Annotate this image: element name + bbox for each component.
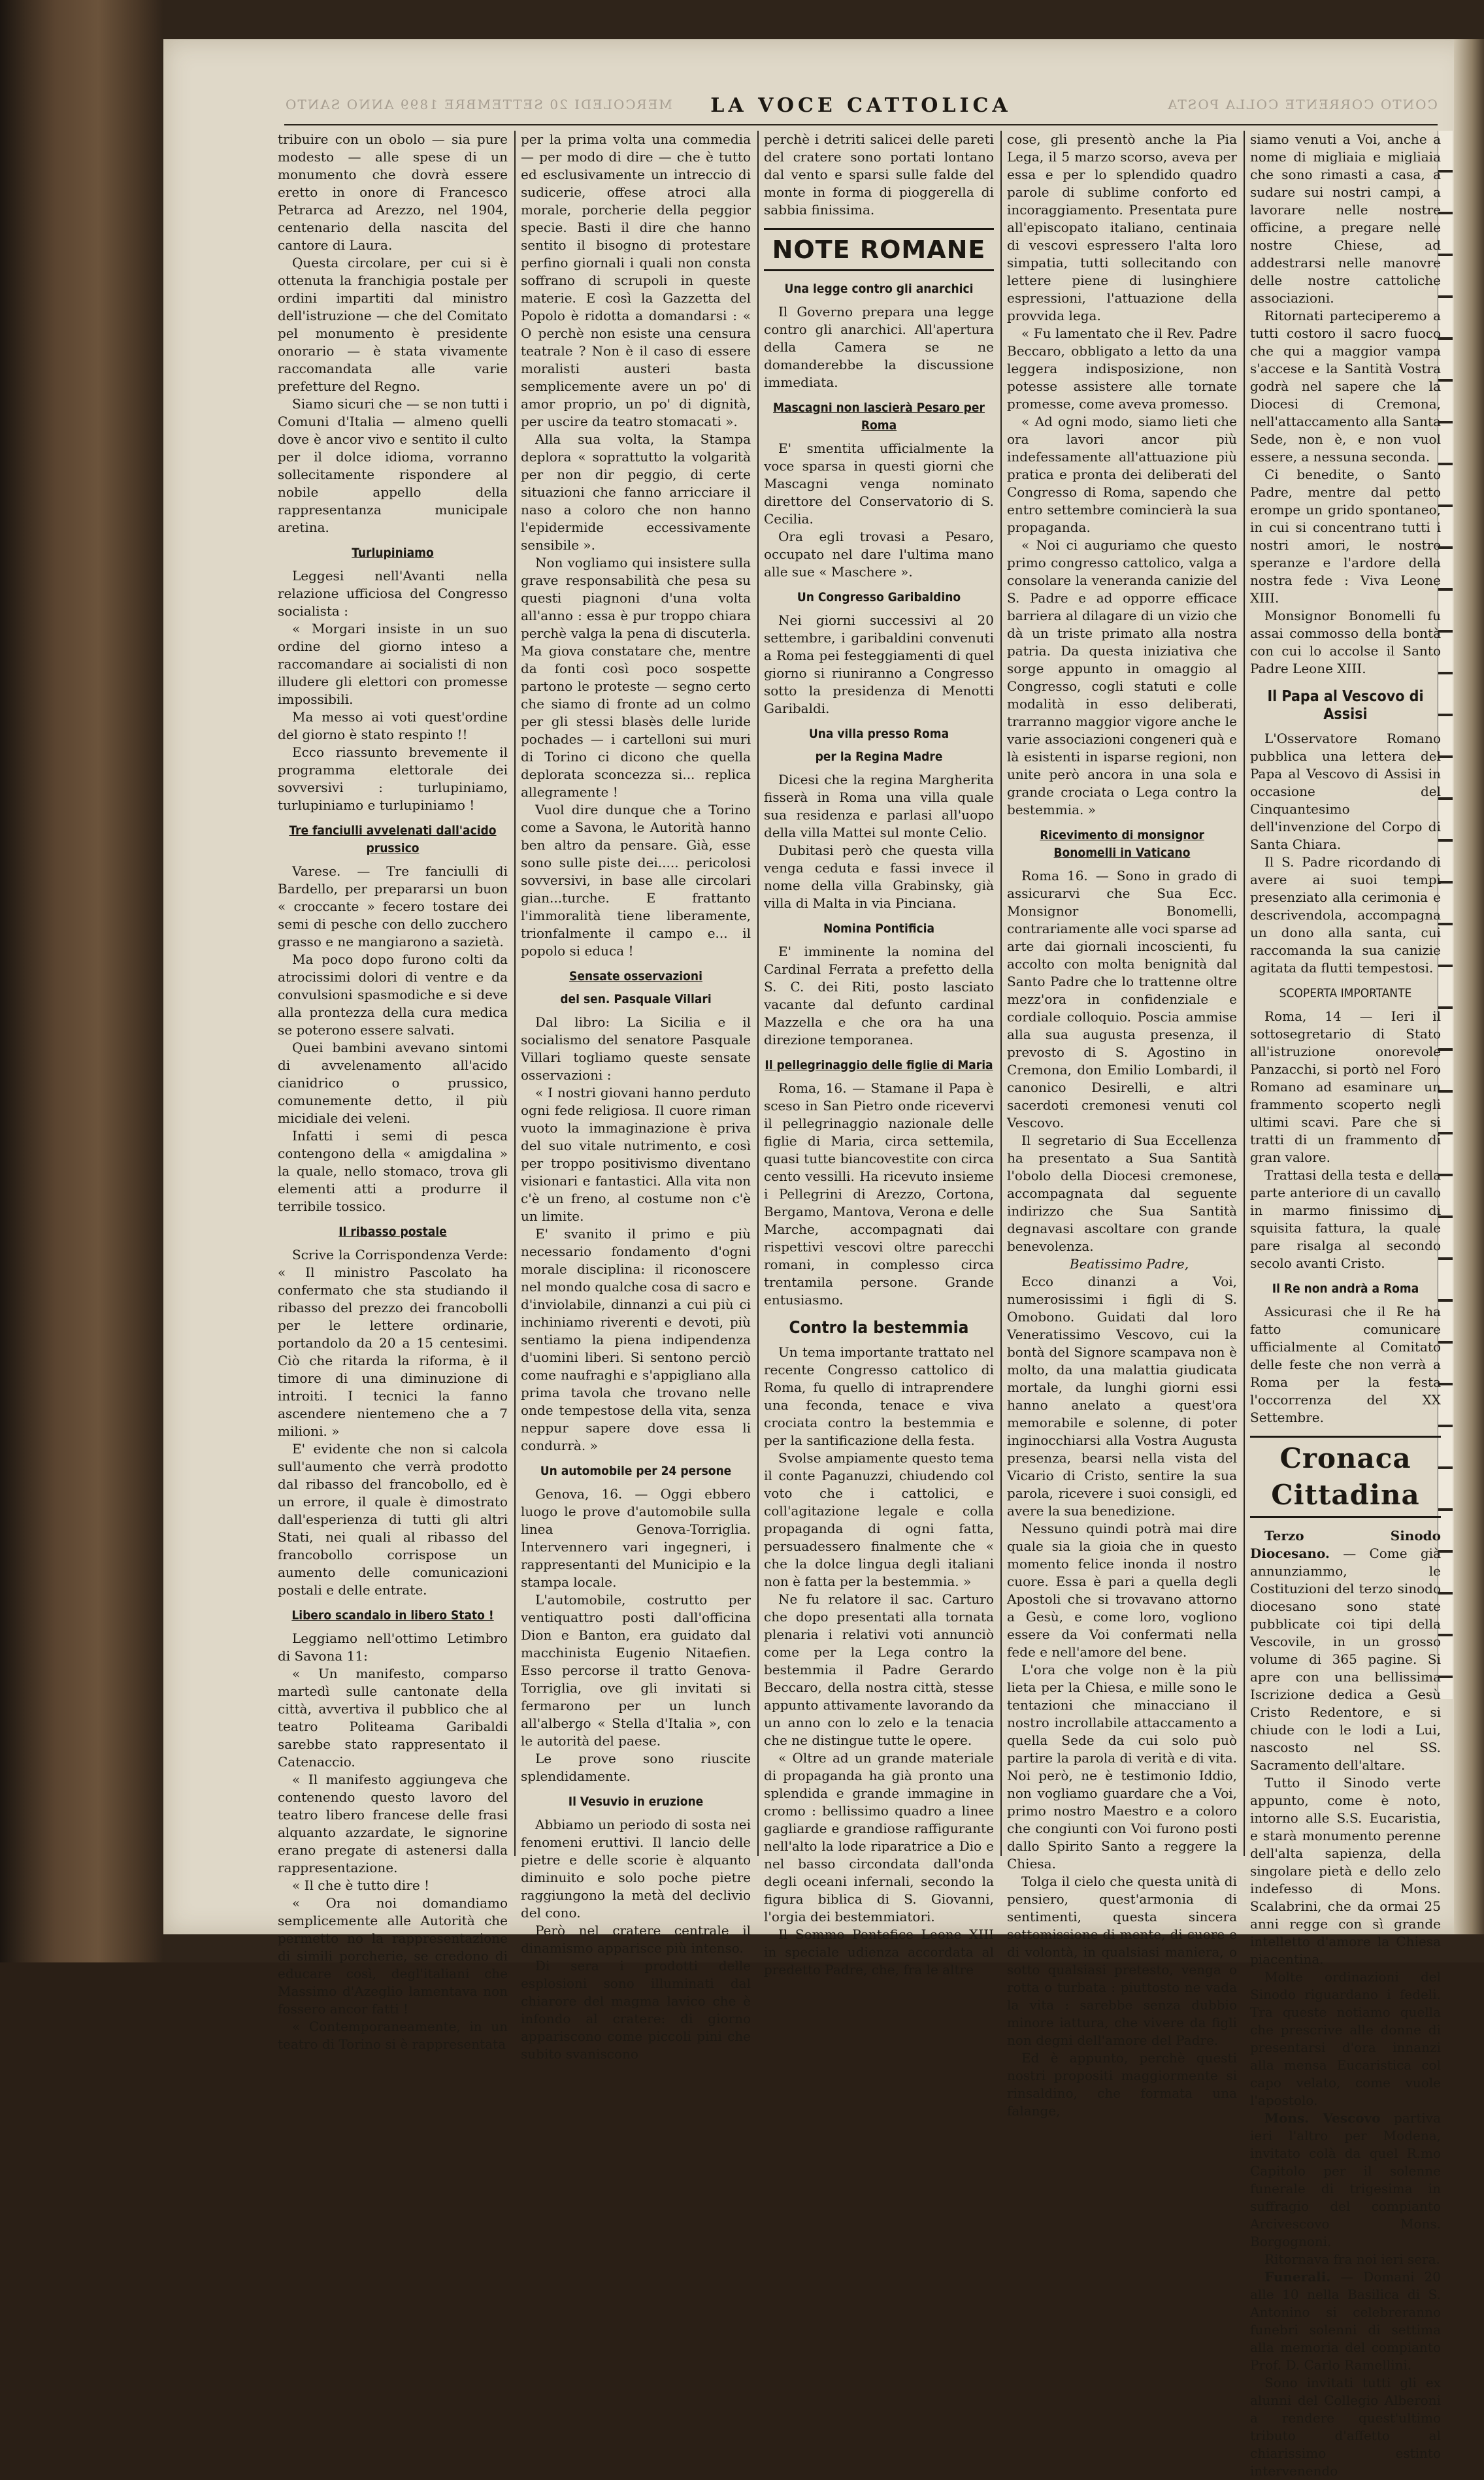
section-banner-note-romane (764, 228, 994, 271)
paragraph: Assicurasi che il Re ha fatto comunicare ufficialmente al Comitato delle feste che non verrà a Roma per la festa l'occorrenza del XX Settembre. (1250, 1304, 1441, 1425)
column-4 (1007, 131, 1237, 2119)
headline-pellegrinaggio: Il pellegrinaggio delle figlie di Maria (765, 1058, 993, 1072)
paragraph: Abbiamo un periodo di sosta nei fenomeni eruttivi. Il lancio delle pietre e delle scorie è alquanto diminuito e solo poche pietre raggiungono la metà del declivio del cono. (521, 1817, 751, 1921)
paragraph: Siamo sicuri che — se non tutti i Comuni d'Italia — almeno quelli dove è ancor vivo e sentito il culto per il dolce idioma, vorranno sollecitamente rispondere al nobile appello della rappresentanza municipale aretina. (278, 396, 508, 535)
headline-re-roma: Il Re non andrà a Roma (1272, 1281, 1419, 1296)
lead-in: Funerali. (1264, 2269, 1331, 2285)
headline-villa: Una villa presso Roma (808, 727, 949, 741)
page-title: LA VOCE CATTOLICA (710, 94, 1012, 117)
paragraph: Roma 16. — Sono in grado di assicurarvi che Sua Ecc. Monsignor Bonomelli, contrariamente alle voci sparse ad arte dai giornali incoscienti, fu accolto con molta benignità dal Santo Padre che lo trattenne oltre mezz'ora in confidenziale e cordiale colloquio. Poscia ammise alla sua augusta presenza, il prevosto di S. Agostino in Cremona, don Emilio Lombardi, il canonico Desirelli, e altri sacerdoti cremonesi venuti col Vescovo. (1007, 868, 1237, 1131)
paragraph: Trattasi della testa e della parte anteriore di un cavallo in marmo finissimo di squisita fattura, la quale pare risalga al secondo secolo avanti Cristo. (1250, 1167, 1441, 1271)
paragraph: « Oltre ad un grande materiale di propaganda ha già pronto una splendida e grande immagine in cromo : bellissimo quadro a linee gagliarde e grandiose raffigurante nell'alto la lode riparatrice a Dio e nel basso circondata dall'onda degli oceani infernali, secondo la figura biblica di S. Giovanni, l'orgia dei bestemmiatori. (764, 1750, 994, 1925)
column-rule (514, 131, 516, 1856)
paragraph: Nei giorni successivi al 20 settembre, i garibaldini convenuti a Roma pei festeggiamenti di quel giorno si riuniranno a Congresso sotto la presidenza di Menotti Garibaldi. (764, 612, 994, 716)
section-title: NOTE ROMANE (772, 235, 986, 264)
paragraph: « Ora noi domandiamo semplicemente alle Autorità che permetto no la rappresentazione di simili porcherie, se credono di educare così, degl'italiani che Massimo d'Azeglio lamentava non fossero ancor fatti ! (278, 1895, 508, 2017)
headline-congresso-garibaldino: Un Congresso Garibaldino (797, 590, 961, 604)
paragraph: Ecco dinanzi a Voi, numerosissimi i figli di S. Omobono. Guidati dal loro Veneratissimo Vescovo, cui la bontà del Signore scampava non è molto, da una malattia giudicata mortale, da lunghi giorni essi hanno anelato a quest'ora memorabile e solenne, di poter inginocchiarsi alla Vostra Augusta presenza, bearsi nella vista del Vicario di Cristo, sentire la sua parola, ricevere i suoi consigli, ed avere la sua benedizione. (1007, 1274, 1237, 1519)
paragraph: Ora egli trovasi a Pesaro, occupato nel dare l'ultima mano alle sue « Maschere ». (764, 529, 994, 580)
paragraph: E' imminente la nomina del Cardinal Ferrata a prefetto della S. C. dei Riti, posto lasciato vacante dal defunto cardinal Mazzella e che ora ha una direzione temporanea. (764, 944, 994, 1048)
headline-ribasso: Il ribasso postale (338, 1225, 447, 1239)
paragraph-body: — Come già annunziammo, le Costituzioni del terzo sinodo diocesano sono state pubblicate coi tipi della Vescovile, in un grosso volume di 365 pagine. Si apre con una bellissima Iscrizione dedica a Gesù Cristo Redentore, e si chiude con le lodi a Lui, nascosto nel SS. Sacramento dell'altare. (1250, 1546, 1442, 1773)
paragraph: L'ora che volge non è la più lieta per la Chiesa, e mille sono le tentazioni che minacciano il nostro incrollabile attaccamento a quella Sede da cui solo può partire la parola di verità e di vita. Noi però, ne è testimonio Iddio, non vogliamo guardare che a Voi, primo nostro Maestro e a coloro che congiunti con Voi furono posti dallo Spirito Santo a reggere la Chiesa. (1007, 1662, 1237, 1872)
headline-mascagni: Mascagni non lascierà Pesaro per Roma (773, 401, 985, 433)
headline-bestemmia: Contro la bestemmia (789, 1318, 969, 1338)
column-1 (278, 131, 508, 2052)
column-rule (1000, 131, 1002, 1856)
paragraph: Roma, 14 — Ieri il sottosegretario di Stato all'istruzione onorevole Panzacchi, si portò nel Foro Romano ad esaminare un frammento scoperto negli ultimi scavi. Pare che si tratti di un frammento di gran valore. (1250, 1008, 1441, 1165)
paragraph: Il Sommo Pontefice Leone XIII in speciale udienza accordata al predetto Padre, che, fra le altre (764, 1926, 994, 1977)
paragraph: siamo venuti a Voi, anche a nome di migliaia e migliaia che sono rimasti a casa, a sudare sui nostri campi, a lavorare nelle nostre officine, a pregare nelle nostre Chiese, ad addestrarsi nelle manovre delle nostre cattoliche associazioni. (1250, 131, 1441, 306)
paragraph: Questa circolare, per cui si è ottenuta la franchigia postale per ordini impartiti dal ministro dell'istruzione — che del Comitato pel monumento è presidente onorario — è stata vivamente raccomandata alle varie prefetture del Regno. (278, 255, 508, 394)
paragraph: Il S. Padre ricordando di avere ai suoi tempi presenziato alla cerimonia e descrivendola, accompagna un dono alla santa, cui raccomanda la sua canizie agitata da flutti tempestosi. (1250, 854, 1441, 976)
headline-scoperta: SCOPERTA IMPORTANTE (1279, 986, 1412, 1000)
salutation: Beatissimo Padre, (1069, 1256, 1189, 1272)
paragraph-body: partiva ieri l'altro per Modena, invitato colà da quel R.mo Capitolo per il solenne funerale di trigesima in suffragio del compianto Arcivescovo Mons. Borgognoni. (1250, 2110, 1441, 2249)
paragraph: Un tema importante trattato nel recente Congresso cattolico di Roma, fu quello di intraprendere una feconda, tenace e viva crociata contro la bestemmia e per la santificazione della festa. (764, 1344, 994, 1448)
headline-legge-anarchici: Una legge contro gli anarchici (784, 282, 974, 296)
paragraph: Dal libro: La Sicilia e il socialismo del senatore Pasquale Villari togliamo queste sensate osservazioni : (521, 1014, 751, 1083)
paragraph: Roma, 16. — Stamane il Papa è sceso in San Pietro onde ricevervi il pellegrinaggio nazionale delle figlie di Maria, circa settemila, quasi tutte biancovestite con circa cento vessilli. Ha ricevuto insieme i Pellegrini di Arezzo, Cortona, Bergamo, Mantova, Verona e delle Marche, accompagnati dai rispettivi vescovi oltre parecchi romani, in complesso circa trentamila persone. Grande entusiasmo. (764, 1080, 994, 1308)
paragraph: L'Osservatore Romano pubblica una lettera del Papa al Vescovo di Assisi in occasione del Cinquantesimo dell'invenzione del Corpo di Santa Chiara. (1250, 731, 1441, 852)
paragraph: E' evidente che non si calcola sull'aumento che verrà prodotto dal ribasso del francobollo, ed è un errore, il quale è dimostrato dall'esperienza di tutti gli altri Stati, nei quali al ribasso del francobollo corrispose un aumento delle comunicazioni postali e delle entrate. (278, 1441, 508, 1598)
headline-papa-assisi: Il Papa al Vescovo di Assisi (1267, 688, 1424, 723)
page-edge (1454, 39, 1484, 1934)
headline-automobile: Un automobile per 24 persone (540, 1464, 732, 1478)
paragraph: Alla sua volta, la Stampa deplora « soprattutto la volgarità per non dir peggio, di certe situazioni che fanno arricciare il naso a coloro che non hanno l'epidermide eccessivamente sensibile ». (521, 431, 751, 553)
paragraph: « Fu lamentato che il Rev. Padre Beccaro, obbligato a letto da una leggera indisposizione, non potesse assistere alle tornate promesse, come aveva promesso. (1007, 325, 1237, 412)
paragraph: Ne fu relatore il sac. Carturo che dopo presentati alla tornata plenaria i relativi voti annunciò come per la Lega contro la bestemmia il Padre Gerardo Beccaro, della nostra città, stesse appunto attivamente lavorando da un anno con lo zelo e la tenacia che ne distingue tutte le opere. (764, 1591, 994, 1748)
paragraph: Tolga il cielo che questa unità di pensiero, quest'armonia di sentimenti, questa sincera sottomissione di mente, di cuore e di volontà, in qualsiasi maniera, o sotto qualsiasi pretesto, venga o rotta o turbata : piuttosto ne vada la vita : sarebbe senza dubbio minore iattura, che vivere da figli non degni dell'amore del Padre. (1007, 1874, 1237, 2048)
paragraph: « Il che è tutto dire ! (292, 1877, 430, 1893)
paragraph: Ecco riassunto brevemente il programma elettorale dei sovversivi : turlupiniamo, turlupiniamo e turlupiniamo ! (278, 744, 508, 813)
paragraph: Scrive la Corrispondenza Verde: « Il ministro Pascolato ha confermato che sta studiando il ribasso del prezzo dei francobolli per le lettere ordinarie, portandolo da 20 a 15 centesimi. Ciò che ritarda la riforma, è il timore di una diminuzione di introiti. I tecnici la fanno ascendere nientemeno che a 7 milioni. » (278, 1247, 508, 1439)
paragraph (1250, 2268, 1441, 2374)
paragraph: Dicesi che la regina Margherita fisserà in Roma una villa quale sua residenza e parlasi all'uopo della villa Mattei sul monte Celio. (764, 772, 994, 840)
paragraph: E' smentita ufficialmente la voce sparsa in questi giorni che Mascagni venga nominato direttore del Conservatorio di S. Cecilia. (764, 440, 994, 527)
lead-in: Terzo Sinodo Diocesano. (1250, 1528, 1441, 1561)
paragraph: Ritornava fra noi ieri sera. (1264, 2251, 1440, 2267)
paragraph: Ed è appunto, perchè questi nostri propositi maggiormente si rinsaldino, che formata una falange, (1007, 2050, 1237, 2119)
paragraph: Sono invitati tutti gli ex alunni del Collegio Alberoni a rendere quest'ultimo tributo d'affetto al chiarissimo estinto intervenendo (1250, 2375, 1441, 2479)
paragraph (1250, 1527, 1441, 1774)
column-rule (757, 131, 759, 1856)
paragraph: Non vogliamo qui insistere sulla grave responsabilità che pesa su questi piagnoni d'una volta all'anno : essa è pur troppo chiara perchè valga la pena di discuterla. Ma giova constatare che, mentre da fonti così poco sospette partono le proteste — segno certo che siamo di fronte ad un colmo per gli stessi blasès delle luride pochades — i cartelloni sui muri di Torino ci dicono che quella deplorata sconcezza si... replica allegramente ! (521, 555, 751, 800)
paragraph: Ci benedite, o Santo Padre, mentre dal petto erompe un grido spontaneo, in cui si concentrano tutti i nostri amori, le nostre speranze e l'ardore della nostra fede : Viva Leone XIII. (1250, 467, 1441, 606)
paragraph: L'automobile, costrutto per ventiquattro posti dall'officina Dion e Banton, era guidato dal macchinista Eugenio Nitaefien. Esso percorse il tratto Genova-Torriglia, ove gli invitati si fermarono per un lunch all'albergo « Stella d'Italia », con le autorità del paese. (521, 1592, 751, 1749)
paragraph: Vuol dire dunque che a Torino come a Savona, le Autorità hanno ben altro da pensare. Già, esse sono sulle piste dei..... pericolosi sovversivi, in base alle circolari gian...turche. E frattanto l'immoralità tiene liberamente, trionfalmente il campo e... il popolo si educa ! (521, 802, 751, 959)
paragraph: « Un manifesto, comparso martedì sulle cantonate della città, avvertiva il pubblico che al teatro Politeama Garibaldi sarebbe stato rappresentato il Catenaccio. (278, 1666, 508, 1770)
paragraph: Le prove sono riuscite splendidamente. (521, 1751, 751, 1784)
paragraph: cose, gli presentò anche la Pia Lega, il 5 marzo scorso, aveva per essa e per lo splendido quadro parole di sublime conforto ed incoraggiamento. Presentata pure all'episcopato italiano, centinaia di vescovi espressero l'alta loro simpatia, tutti sollecitando con lettere piene di lusinghiere espressioni, l'attuazione della provvida lega. (1007, 131, 1237, 323)
paragraph: Molte ordinazioni del Sinodo riguardano i fedeli. Tra queste notiamo quella che prescrive alle donne di presentarsi d'ora innanzi alla mensa Eucaristica col capo velato, come vuole l'apostolo. (1250, 1969, 1441, 2108)
headline-nomina-pontificia: Nomina Pontificia (823, 921, 935, 936)
paragraph: Il Governo prepara una legge contro gli anarchici. All'apertura della Camera se ne domanderebbe la discussione immediata. (764, 304, 994, 390)
paragraph: Il segretario di Sua Eccellenza ha presentato a Sua Santità l'obolo della Diocesi cremonese, accompagnata dal seguente indirizzo che Sua Santità degnavasi ascoltare con grande benevolenza. (1007, 1133, 1237, 1254)
column-rule (1244, 131, 1245, 1856)
bleed-through-text-left: MERCOLEDI 20 SETTEMBRE 1899 ANNO SANTO (284, 97, 672, 112)
paragraph: Varese. — Tre fanciulli di Bardello, per prepararsi un buon « croccante » fecero tostare dei semi di pesche con dello zucchero grasso e ne mangiarono a sazietà. (278, 863, 508, 950)
paragraph: Quei bambini avevano sintomi di avvelenamento all'acido cianidrico o prussico, comunemente detto, il più micidiale dei veleni. (278, 1040, 508, 1126)
headline-turlupiniamo: Turlupiniamo (352, 546, 434, 560)
paragraph: « Il manifesto aggiungeva che contenendo questo lavoro del teatro libero francese delle frasi alquanto azzardate, le signorine erano pregate di astenersi dalla rappresentazione. (278, 1772, 508, 1876)
section-banner-cronaca (1250, 1436, 1441, 1518)
paragraph: Infatti i semi di pesca contengono della « amigdalina » la quale, nello stomaco, trova gli elementi atti a produrre il terribile tossico. (278, 1128, 508, 1214)
column-2 (521, 131, 751, 2062)
subheadline-villari: del sen. Pasquale Villari (560, 992, 712, 1006)
paragraph: Ma messo ai voti quest'ordine del giorno è stato respinto !! (278, 709, 508, 742)
paragraph: Nessuno quindi potrà mai dire quale sia la gioia che in questo momento felice inonda il nostro cuore. Essa è pari a quella degli Apostoli che si trovavano attorno a Gesù, e come loro, vogliono essere da Voi confermati nella fede e nell'amore del bene. (1007, 1521, 1237, 1660)
headline-ricevimento-bonomelli: Ricevimento di monsignor Bonomelli in Vaticano (1040, 828, 1204, 860)
paragraph: « Ad ogni modo, siamo lieti che ora lavori ancor più indefessamente all'attuazione più pratica e pronta dei deliberati del Congresso di Roma, sapendo che entro settembre comincierà la sua propaganda. (1007, 414, 1237, 535)
paragraph: E' svanito il primo e più necessario fondamento d'ogni morale disciplina: il riconoscere nel mondo qualche cosa di sacro e d'inviolabile, dinnanzi a cui più ci inchiniamo riverenti e devoti, più sentiamo la piena indipendenza d'uomini liberi. Si sentono perciò come naufraghi e s'appigliano alla prima tavola che trovano nelle onde tempestose della vita, senza neppur sapere dove essa li condurrà. » (521, 1226, 751, 1453)
paragraph (1250, 2109, 1441, 2251)
paragraph: Però nel cratere centrale il dinamismo apparisce più intenso. (521, 1923, 751, 1956)
headline-libero-scandalo: Libero scandalo in libero Stato ! (291, 1608, 494, 1623)
masthead (284, 91, 1438, 125)
paragraph: Ma poco dopo furono colti da atrocissimi dolori di ventre e da convulsioni spasmodiche e si deve alla prontezza della cura medica se poterono essere salvati. (278, 951, 508, 1038)
section-title: Cronaca Cittadina (1271, 1442, 1420, 1511)
paragraph: « I nostri giovani hanno perduto ogni fede religiosa. Il cuore riman vuoto la immaginazione è priva del suo vitale nutrimento, e così per troppo positivismo diventano visionari e fantastici. Alla vita non c'è un freno, al costume non c'è un limite. (521, 1085, 751, 1224)
paragraph: per la prima volta una commedia — per modo di dire — che è tutto ed esclusivamente un intreccio di sudicerie, offese atroci alla morale, porcherie della peggior specie. Basti il dire che hanno sentito il bisogno di protestare perfino giornali i quali non consta soffrano di scrupoli in queste materie. E così la Gazzetta del Popolo è ridotta a domandarsi : « O perchè non esiste una censura teatrale ? Non è il caso di essere moralisti austeri basta semplicemente avere un po' di amor proprio, un po' di dignità, per uscire da teatro stomacati ». (521, 131, 751, 429)
subheadline-regina-madre: per la Regina Madre (815, 750, 943, 764)
paragraph: Dubitasi però che questa villa venga ceduta e fassi invece il nome della villa Grabinsky, già villa di Malta in via Pinciana. (764, 842, 994, 911)
column-5 (1250, 131, 1442, 2479)
bleed-through-text-right: CONTO CORRENTE COLLA POSTA (1166, 97, 1438, 112)
headline-vesuvio: Il Vesuvio in eruzione (568, 1794, 704, 1809)
paragraph-body: — Domani 20 alle 10 nella Basilica di S. Antonino si celebreranno funebri solenni di settima alla memoria del compianto Prof. D. Carlo Ramellini. (1250, 2269, 1441, 2373)
paragraph: Genova, 16. — Oggi ebbero luogo le prove d'automobile sulla linea Genova-Torriglia. Intervennero vari ingegneri, i rappresentanti del Municipio e la stampa locale. (521, 1486, 751, 1590)
paragraph: « Contemporaneamente, in un teatro di Torino si è rappresentata (278, 2019, 508, 2052)
headline-sensate-osservazioni: Sensate osservazioni (569, 969, 702, 984)
paragraph: « Noi ci auguriamo che questo primo congresso cattolico, valga a consolare la veneranda canizie del S. Padre e ad opporre efficace barriera al dilagare di un vizio che dà un triste primato alla nostra patria. Da questa iniziativa che sorge appunto in omaggio al Congresso, cogli statuti e colle modalità in esso deliberati, trarranno maggior vigore anche le varie associazioni congeneri quà e là esistenti in isparse regioni, non unite però ancora in una sola e grande crociata o Lega contro la bestemmia. » (1007, 537, 1237, 818)
paragraph: « Morgari insiste in un suo ordine del giorno inteso a raccomandare ai socialisti di non illudere gli elettori con promesse impossibili. (278, 621, 508, 707)
paragraph: tribuire con un obolo — sia pure modesto — alle spese di un monumento che dovrà essere eretto in onore di Francesco Petrarca ad Arezzo, nel 1904, centenario della nascita del cantore di Laura. (278, 131, 508, 253)
paragraph: Leggesi nell'Avanti nella relazione ufficiosa del Congresso socialista : (278, 568, 508, 619)
paragraph: Di sera i prodotti delle esplosioni sono illuminati dal chiarore del magma lavico che è infondo al cratere: di giorno appariscono come piccoli pini che subito svaniscono (521, 1958, 751, 2062)
lead-in: Mons. Vescovo (1264, 2110, 1381, 2126)
headline-fanciulli: Tre fanciulli avvelenati dall'acido prussico (289, 823, 497, 855)
paragraph: Ritornati parteciperemo a tutti costoro il sacro fuoco che qui a maggior vampa s'accese e la Santità Vostra godrà nel sapere che la Diocesi di Cremona, nell'attaccamento alla Santa Sede, non è, e non vuol essere, a nessuna seconda. (1250, 308, 1441, 465)
column-3 (764, 131, 994, 1977)
paragraph: Monsignor Bonomelli fu assai commosso della bontà con cui lo accolse il Santo Padre Leone XIII. (1250, 608, 1441, 676)
paragraph: Tutto il Sinodo verte appunto, come è noto, intorno alle S.S. Eucaristia, e starà monumento perenne dell'alta sapienza, della singolare pietà e dello zelo indefesso di Mons. Scalabrini, che da ormai 25 anni regge con sì grande intelletto d'amore la Chiesa piacentina. (1250, 1775, 1441, 1967)
article-columns (278, 131, 1442, 2479)
paragraph: Svolse ampiamente questo tema il conte Paganuzzi, chiudendo col voto che i cattolici, e coll'agitazione legale e colla propaganda di ogni fatta, persuadessero finalmente che « che la dolce lingua degli italiani non è fatta per la bestemmia. » (764, 1450, 994, 1589)
paragraph: Leggiamo nell'ottimo Letimbro di Savona 11: (278, 1630, 508, 1664)
paragraph: perchè i detriti salicei delle pareti del cratere sono portati lontano dal vento e sparsi sulle falde del monte in forma di pioggerella di sabbia finissima. (764, 131, 994, 218)
